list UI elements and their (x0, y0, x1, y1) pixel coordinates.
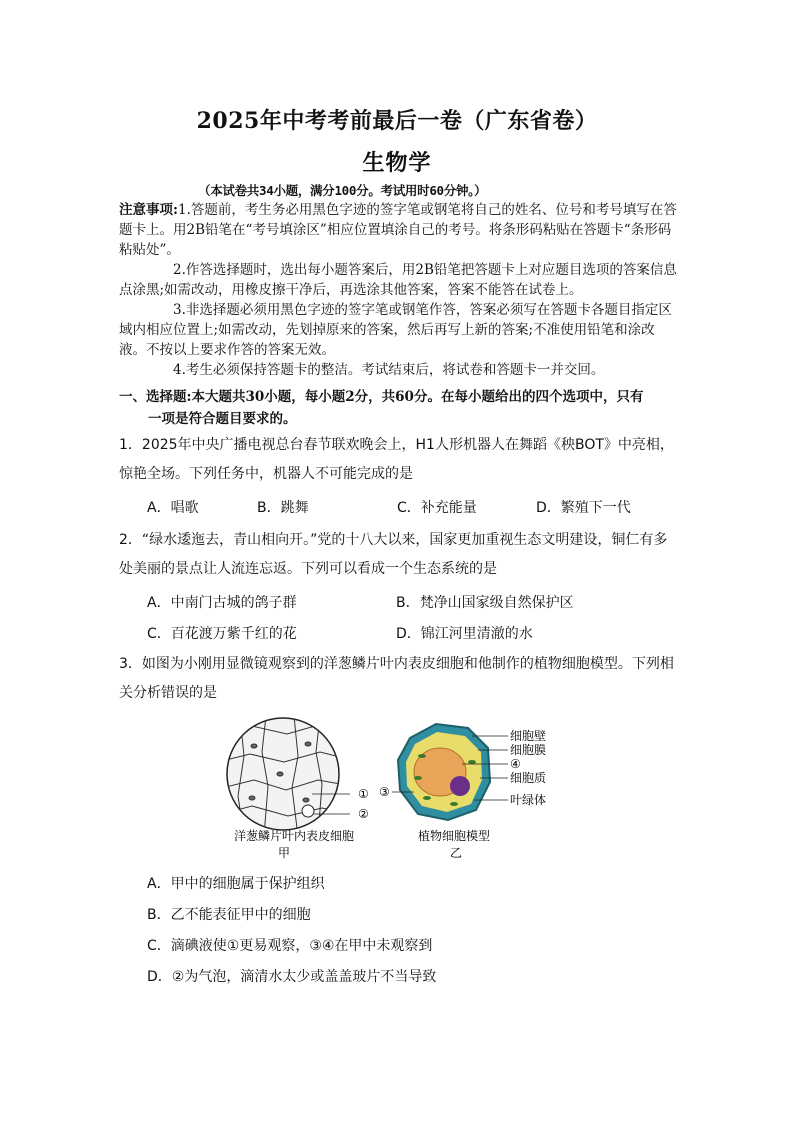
question-3-line1: 3．如图为小刚用显微镜观察到的洋葱鳞片叶内表皮细胞和他制作的植物细胞模型。下列相 (119, 656, 674, 672)
option-c: C．滴碘液使①更易观察，③④在甲中未观察到 (147, 938, 433, 954)
option-d: D．锦江河里清澈的水 (396, 626, 533, 642)
option-d: D．②为气泡，滴清水太少或盖盖玻片不当导致 (147, 969, 437, 985)
option-d: D．繁殖下一代 (536, 500, 631, 516)
left-caption: 洋葱鳞片叶内表皮细胞 (234, 829, 355, 843)
section-heading-line2: 一项是符合题目要求的。 (148, 411, 297, 427)
option-b: B．梵净山国家级自然保护区 (396, 595, 574, 611)
cell-figure (222, 716, 547, 866)
right-caption: 植物细胞模型 (418, 829, 491, 843)
option-a: A．甲中的细胞属于保护组织 (147, 876, 325, 892)
label-chloroplast: 叶绿体 (510, 793, 547, 807)
question-3-stem (119, 650, 684, 708)
page-title: 2025年中考考前最后一卷（广东省卷） (196, 108, 598, 134)
marker-4: ④ (510, 757, 521, 771)
question-2-line1: 2．“绿水逶迤去，青山相向开。”党的十八大以来，国家更加重视生态文明建设，铜仁有多 (119, 532, 668, 548)
option-b: B．跳舞 (257, 500, 309, 516)
exam-meta: （本试卷共34小题，满分100分。考试用时60分钟。） (198, 183, 487, 198)
question-1-stem (119, 431, 684, 489)
label-cytoplasm: 细胞质 (510, 771, 547, 785)
question-2-stem (119, 526, 684, 584)
option-a: A．中南门古城的鸽子群 (147, 595, 297, 611)
marker-1: ① (358, 787, 369, 801)
notes-item-3: 3.非选择题必须用黑色字迹的签字笔或钢笔作答，答案必须写在答题卡各题目指定区域内相应位置上;如需改动，先划掉原来的答案，然后再写上新的答案;不准使用铅笔和涂改液。不按以上要求作答的答案无效。 (119, 302, 672, 358)
label-cell-membrane: 细胞膜 (510, 743, 547, 757)
subject-title: 生物学 (362, 150, 432, 176)
notes-block (119, 200, 679, 380)
marker-3: ③ (379, 785, 390, 799)
option-a: A．唱歌 (147, 500, 199, 516)
notes-item-4: 4.考生必须保持答题卡的整洁。考试结束后，将试卷和答题卡一并交回。 (173, 362, 605, 378)
label-cell-wall: 细胞壁 (510, 729, 547, 743)
right-tag: 乙 (450, 846, 463, 860)
option-b: B．乙不能表征甲中的细胞 (147, 907, 311, 923)
marker-2: ② (358, 807, 369, 821)
question-1-line2: 惊艳全场。下列任务中，机器人不可能完成的是 (119, 466, 413, 482)
onion-cell-micrograph (222, 716, 352, 836)
section-heading (119, 386, 689, 430)
notes-label: 注意事项: (119, 202, 178, 218)
plant-cell-model (392, 724, 508, 820)
option-c: C．补充能量 (397, 500, 477, 516)
question-2-line2: 处美丽的景点让人流连忘返。下列可以看成一个生态系统的是 (119, 561, 497, 577)
cell-figure-svg (222, 716, 547, 866)
notes-item-2: 2.作答选择题时，选出每小题答案后，用2B铅笔把答题卡上对应题目选项的答案信息点涂黑;如需改动，用橡皮擦干净后，再选涂其他答案，答案不能答在试卷上。 (119, 262, 677, 298)
question-3-line2: 关分析错误的是 (119, 685, 217, 701)
question-1-line1: 1．2025年中央广播电视总台春节联欢晚会上，H1人形机器人在舞蹈《秧BOT》中亮相， (119, 437, 674, 453)
option-c: C．百花渡万紫千红的花 (147, 626, 297, 642)
left-tag: 甲 (278, 846, 291, 860)
section-heading-line1: 一、选择题:本大题共30小题，每小题2分，共60分。在每小题给出的四个选项中，只有 (119, 389, 644, 405)
notes-item-1: 1.答题前，考生务必用黑色字迹的签字笔或钢笔将自己的姓名、位号和考号填写在答题卡上。用2B铅笔在“考号填涂区”相应位置填涂自己的考号。将条形码粘贴在答题卡“条形码粘贴处”。 (119, 202, 677, 258)
